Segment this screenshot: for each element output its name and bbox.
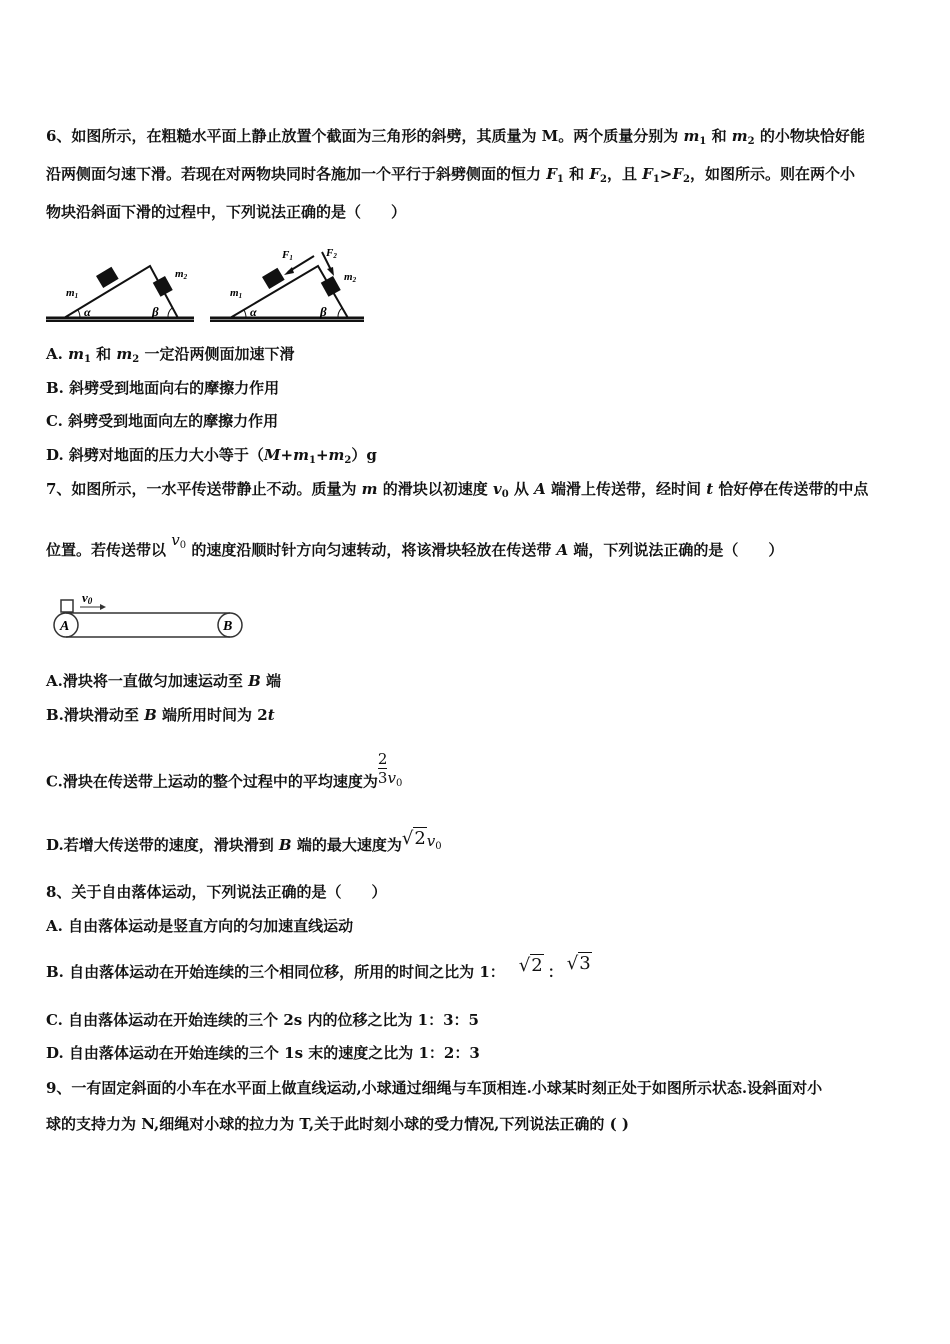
wedge-figure-left	[46, 266, 194, 321]
q6-stem-line-2: 沿两侧面匀速下滑。若现在对两物块同时各施加一个平行于斜劈侧面的恒力 $F_1$ 和 $F_2$，且 $F_1>F_2$，如图所示。则在两个小	[46, 165, 856, 185]
label-F1: F	[282, 249, 290, 261]
q6-stem-line-3: 物块沿斜面下滑的过程中，下列说法正确的是（ ）	[46, 203, 407, 221]
q9-stem-line-2: 球的支持力为 N,细绳对小球的拉力为 T,关于此时刻小球的受力情况,下列说法正确的 ( )	[46, 1115, 630, 1133]
q6-option-b[interactable]: B. 斜劈受到地面向右的摩擦力作用	[46, 379, 280, 397]
label-m2-right: m	[344, 271, 353, 283]
svg-text:v0: v0	[82, 590, 93, 606]
q7-figure-conveyor	[48, 588, 248, 644]
svg-text:F2: F2	[326, 247, 337, 260]
q6-option-c[interactable]: C. 斜劈受到地面向左的摩擦力作用	[46, 412, 279, 430]
label-beta-left: β	[152, 304, 159, 319]
fraction-two-thirds: $\frac{2}{3}$	[377, 750, 388, 787]
slider-block	[61, 600, 73, 612]
q7-option-b[interactable]: B.滑块滑动至 B 端所用时间为 2t	[46, 706, 275, 724]
q6-option-a[interactable]: A. $m_1$ 和 $m_2$ 一定沿两侧面加速下滑	[46, 345, 295, 365]
label-F2: F	[326, 247, 334, 259]
q6-option-d[interactable]: D. 斜劈对地面的压力大小等于$(M+m_1+m_2)g$	[46, 446, 377, 466]
label-alpha-right: α	[250, 305, 257, 319]
q6-stem-line-1: 6、如图所示，在粗糙水平面上静止放置个截面为三角形的斜劈，其质量为 M。两个质量分别为 $m_1$ 和 $m_2$ 的小物块恰好能	[46, 127, 865, 147]
svg-text:m2: m2	[344, 271, 357, 284]
q7-stem-line-2: 位置。若传送带以 $v_0$ 的速度沿顺时针方向匀速转动，将该滑块轻放在传送带 A 端，下列说法正确的是（ ）	[46, 531, 784, 559]
q7-option-a[interactable]: A.滑块将一直做匀加速运动至 B 端	[46, 672, 282, 690]
q8-option-b[interactable]: B. 自由落体运动在开始连续的三个相同位移，所用的时间之比为 1： √2 ： √3	[46, 953, 591, 981]
label-m1-left: m	[66, 287, 75, 299]
q6-figure-wedges	[44, 244, 366, 326]
q8-option-d[interactable]: D. 自由落体运动在开始连续的三个 1s 末的速度之比为 1：2：3	[46, 1044, 480, 1062]
block-m1-left	[96, 267, 119, 288]
sqrt-two-b: √2	[518, 955, 543, 976]
q8-option-a[interactable]: A. 自由落体运动是竖直方向的匀加速直线运动	[46, 917, 354, 935]
block-m2-left	[153, 276, 173, 297]
q8-option-c[interactable]: C. 自由落体运动在开始连续的三个 2s 内的位移之比为 1：3：5	[46, 1011, 479, 1029]
label-beta-right: β	[320, 304, 327, 319]
label-b: B	[223, 619, 233, 634]
block-m2-right	[321, 276, 341, 297]
svg-text:m2: m2	[175, 268, 188, 281]
label-m2-left: m	[175, 268, 184, 280]
label-alpha-left: α	[84, 305, 91, 319]
label-m1-right: m	[230, 287, 239, 299]
sqrt-three-b: √3	[566, 953, 591, 974]
sqrt-two: √2	[401, 828, 426, 849]
q7-option-c[interactable]: C.滑块在传送带上运动的整个过程中的平均速度为 $\frac{2}{3}$ $v_0$	[46, 750, 403, 791]
q8-stem: 8、关于自由落体运动，下列说法正确的是（ ）	[46, 883, 387, 901]
svg-text:m1: m1	[230, 287, 243, 300]
q9-stem-line-1: 9、一有固定斜面的小车在水平面上做直线运动,小球通过细绳与车顶相连.小球某时刻正处于如图所示状态.设斜面对小	[46, 1079, 823, 1097]
label-v0: v	[82, 590, 88, 605]
block-m1-right	[262, 268, 285, 289]
svg-text:F1: F1	[282, 249, 293, 262]
wedge-figure-right	[210, 247, 364, 321]
q7-stem-line-1: 7、如图所示，一水平传送带静止不动。质量为 m 的滑块以初速度 $v_0$ 从 A 端滑上传送带，经时间 t 恰好停在传送带的中点	[46, 480, 869, 500]
q7-option-d[interactable]: D.若增大传送带的速度，滑块滑到 B 端的最大速度为$√2v_0$	[46, 828, 442, 854]
svg-text:m1: m1	[66, 287, 79, 300]
label-a: A	[60, 619, 70, 634]
